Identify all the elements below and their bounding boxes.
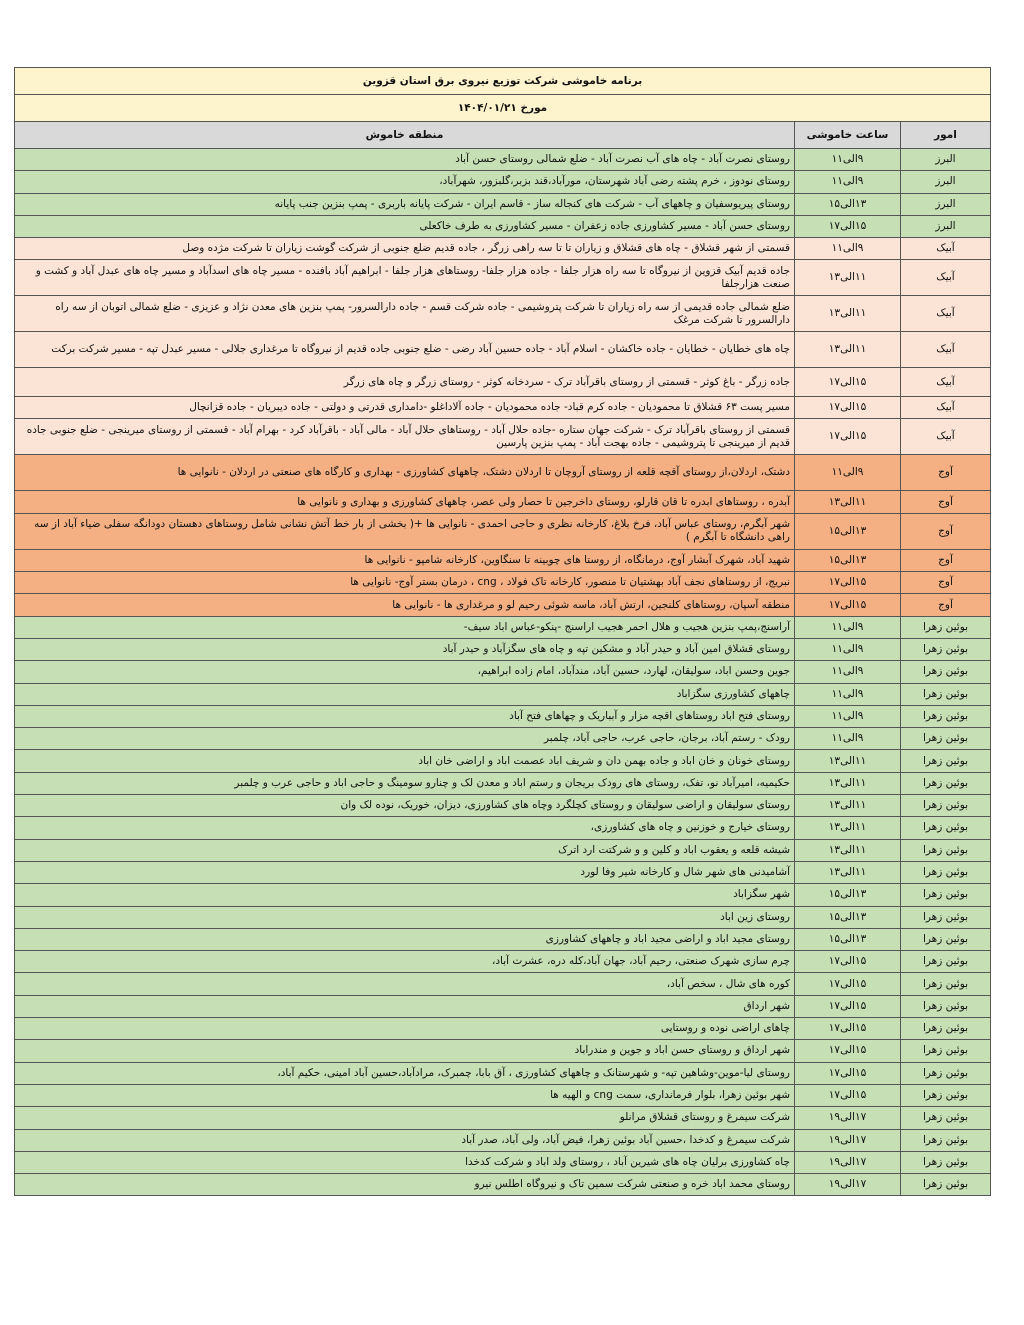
unit-cell: البرز (901, 149, 991, 171)
area-cell: روستای سولیقان و اراضی سولیقان و روستای کچلگرد وچاه های کشاورزی، دیزان، خوریک، نوده لک وان (15, 795, 795, 817)
time-cell: ۹الی۱۱ (795, 149, 901, 171)
table-row (15, 238, 991, 260)
time-cell: ۱۱الی۱۳ (795, 491, 901, 513)
area-cell: چاهای اراضی نوده و روستایی (15, 1018, 795, 1040)
table-row (15, 549, 991, 571)
time-cell: ۱۵الی۱۷ (795, 1040, 901, 1062)
unit-cell: بوئین زهرا (901, 728, 991, 750)
area-cell: شرکت سیمرغ و روستای قشلاق مرانلو (15, 1107, 795, 1129)
area-cell: روستای نودوز ، خرم پشته رضی آباد شهرستان، مورآباد،قند بزبر،گلبزور، شهرآباد، (15, 171, 795, 193)
time-cell: ۹الی۱۱ (795, 616, 901, 638)
unit-cell: بوئین زهرا (901, 1174, 991, 1196)
area-cell: آراسنج،پمپ بنزین هجیب و هلال احمر هجیب اراسنج -پنکو-عباس اباد سیف- (15, 616, 795, 638)
header-time: ساعت خاموشی (795, 122, 901, 149)
time-cell: ۱۳الی۱۵ (795, 513, 901, 549)
time-cell: ۱۱الی۱۳ (795, 772, 901, 794)
time-cell: ۱۱الی۱۳ (795, 795, 901, 817)
unit-cell: البرز (901, 215, 991, 237)
unit-cell: بوئین زهرا (901, 861, 991, 883)
time-cell: ۱۳الی۱۵ (795, 928, 901, 950)
unit-cell: آبیک (901, 296, 991, 332)
area-cell: روستای قشلاق امین آباد و حیدر آباد و مشکین تپه و چاه های سگزآباد و حیدر آباد (15, 638, 795, 660)
area-cell: آشامیدنی های شهر شال و کارخانه شیر وفا لورد (15, 861, 795, 883)
unit-cell: بوئین زهرا (901, 1151, 991, 1173)
time-cell: ۱۵الی۱۷ (795, 1084, 901, 1106)
time-cell: ۱۷الی۱۹ (795, 1174, 901, 1196)
table-row (15, 572, 991, 594)
time-cell: ۱۵الی۱۷ (795, 1018, 901, 1040)
unit-cell: آبیک (901, 238, 991, 260)
unit-cell: بوئین زهرا (901, 1129, 991, 1151)
time-cell: ۱۱الی۱۳ (795, 750, 901, 772)
blackout-schedule-table (14, 67, 991, 1196)
time-cell: ۱۱الی۱۳ (795, 296, 901, 332)
unit-cell: آوج (901, 572, 991, 594)
table-row (15, 193, 991, 215)
table-row (15, 683, 991, 705)
area-cell: شهر ارداق و روستای حسن اباد و جوین و مندراباد (15, 1040, 795, 1062)
area-cell: حکیمیه، امیرآباد نو، تفک، روستای های رودک بریجان و رستم اباد و معدن لک و چنارو سومینگ و حاجی اباد و حاجی عرب و چلمبر (15, 772, 795, 794)
table-row (15, 491, 991, 513)
unit-cell: بوئین زهرا (901, 1107, 991, 1129)
area-cell: شرکت سیمرغ و کدخدا ،حسین آباد بوئین زهرا، فیض آباد، ولی آباد، صدر آباد (15, 1129, 795, 1151)
time-cell: ۱۵الی۱۷ (795, 951, 901, 973)
time-cell: ۱۱الی۱۳ (795, 332, 901, 368)
table-row (15, 368, 991, 397)
area-cell: شهر ارداق (15, 995, 795, 1017)
area-cell: دشتک، اردلان،از روستای آقچه قلعه از روستای آروچان تا اردلان دشتک، چاههای کشاورزی - بهداری و کارگاه های صنعتی در اردلان - نانوایی ها (15, 455, 795, 491)
area-cell: جاده قدیم آبیک قزوین از نیروگاه تا سه راه هزار جلفا - جاده هزار جلفا- روستاهای هزار جلفا - ابراهیم آباد بافنده - مسیر چاه های اسدآباد و مسیر چاه های عبدل آباد و کشت و صنعت هزارجلفا (15, 260, 795, 296)
time-cell: ۱۷الی۱۹ (795, 1107, 901, 1129)
table-row (15, 1151, 991, 1173)
time-cell: ۱۱الی۱۳ (795, 839, 901, 861)
unit-cell: بوئین زهرا (901, 884, 991, 906)
time-cell: ۹الی۱۱ (795, 455, 901, 491)
table-row (15, 215, 991, 237)
table-row (15, 839, 991, 861)
unit-cell: بوئین زهرا (901, 616, 991, 638)
area-cell: شیشه قلعه و یعقوب اباد و کلین و و شرکتت ارد اترک (15, 839, 795, 861)
time-cell: ۱۵الی۱۷ (795, 1062, 901, 1084)
area-cell: روستای لیا-موین-وشاهین تپه- و شهرستانک و چاههای کشاورزی ، آق بابا، چمبرک، مرادآباد،حسین آباد امینی، حکیم آباد، (15, 1062, 795, 1084)
table-row (15, 1129, 991, 1151)
unit-cell: بوئین زهرا (901, 772, 991, 794)
table-row (15, 995, 991, 1017)
time-cell: ۹الی۱۱ (795, 238, 901, 260)
unit-cell: بوئین زهرا (901, 683, 991, 705)
unit-cell: بوئین زهرا (901, 795, 991, 817)
time-cell: ۹الی۱۱ (795, 171, 901, 193)
table-row (15, 260, 991, 296)
unit-cell: بوئین زهرا (901, 906, 991, 928)
time-cell: ۱۵الی۱۷ (795, 572, 901, 594)
time-cell: ۱۱الی۱۳ (795, 817, 901, 839)
unit-cell: آوج (901, 513, 991, 549)
table-row (15, 906, 991, 928)
area-cell: روستای محمد اباد خره و صنعتی شرکت سمین تاک و نیروگاه اطلس نیرو (15, 1174, 795, 1196)
area-cell: نبریج، از روستاهای نجف آباد بهشتیان تا منصور، کارخانه تاک فولاد ، cng ، درمان بستر آوج- نانوایی ها (15, 572, 795, 594)
unit-cell: آبیک (901, 368, 991, 397)
table-row (15, 884, 991, 906)
table-row (15, 817, 991, 839)
unit-cell: بوئین زهرا (901, 817, 991, 839)
table-row (15, 616, 991, 638)
table-row (15, 750, 991, 772)
time-cell: ۱۵الی۱۷ (795, 594, 901, 616)
time-cell: ۱۳الی۱۵ (795, 884, 901, 906)
unit-cell: آوج (901, 549, 991, 571)
unit-cell: آبیک (901, 260, 991, 296)
unit-cell: بوئین زهرا (901, 705, 991, 727)
area-cell: قسمتی از شهر قشلاق - چاه های قشلاق و زیاران تا تا سه راهی زرگر ، جاده قدیم ضلع جنوبی از شرکت گوشت زیاران تا شرکت مژده وصل (15, 238, 795, 260)
time-cell: ۱۳الی۱۵ (795, 549, 901, 571)
table-row (15, 1040, 991, 1062)
unit-cell: آبیک (901, 419, 991, 455)
time-cell: ۱۵الی۱۷ (795, 368, 901, 397)
table-row (15, 1084, 991, 1106)
time-cell: ۱۵الی۱۷ (795, 215, 901, 237)
area-cell: چاههای کشاورزی سگزاباد (15, 683, 795, 705)
time-cell: ۱۵الی۱۷ (795, 973, 901, 995)
area-cell: چاه کشاورزی برلیان چاه های شیرین آباد ، روستای ولد اباد و شرکت کدخدا (15, 1151, 795, 1173)
table-row (15, 296, 991, 332)
area-cell: مسیر پست ۶۳ قشلاق تا محمودیان - جاده کرم قباد- جاده محمودیان - جاده آلاداغلو -دامداری قدرتی و دولتی - جاده دیبریان - جاده قزانچال (15, 397, 795, 419)
table-row (15, 861, 991, 883)
unit-cell: آبیک (901, 397, 991, 419)
time-cell: ۱۷الی۱۹ (795, 1151, 901, 1173)
unit-cell: آبیک (901, 332, 991, 368)
table-body (15, 149, 991, 1196)
area-cell: روستای فتح اباد روستاهای اقچه مزار و آبباریک و چهاهای فتح آباد (15, 705, 795, 727)
area-cell: شهید آباد، شهرک آبشار آوج، درمانگاه، از روستا های چوبینه تا سنگاوین، کارخانه شامپو - نانوایی ها (15, 549, 795, 571)
area-cell: چاه های خطایان - خطایان - جاده خاکشان - اسلام آباد - جاده حسین آباد رضی - ضلع جنوبی جاده قدیم از نیروگاه تا مرغداری جلالی - مسیر عبدل تپه - مسیر شرکت برکت (15, 332, 795, 368)
unit-cell: البرز (901, 193, 991, 215)
table-row (15, 973, 991, 995)
time-cell: ۱۱الی۱۳ (795, 260, 901, 296)
area-cell: آبدره ، روستاهای ابدره تا قان قارلو، روستای داخرجین تا حصار ولی عصر، چاههای کشاورزی و بهداری و نانوایی ها (15, 491, 795, 513)
table-row (15, 638, 991, 660)
table-row (15, 772, 991, 794)
area-cell: روستای نصرت آباد - چاه های آب نصرت آباد - ضلع شمالی روستای حسن آباد (15, 149, 795, 171)
area-cell: قسمتی از روستای باقرآباد ترک - شرکت جهان ستاره -جاده حلال آباد - روستاهای حلال آباد - مالی آباد - باقرآباد کرد - بهرام آباد - قسمتی از روستای میرینجی - ضلع جنوبی جاده قدیم از میرینجی تا پتروشیمی - جاده بهجت آباد - پمپ بنزین پارسین (15, 419, 795, 455)
table-row (15, 928, 991, 950)
table-row (15, 795, 991, 817)
area-cell: روستای حسن آباد - مسیر کشاورزی جاده زعفران - مسیر کشاورزی به طرف خاکعلی (15, 215, 795, 237)
area-cell: شهر سگزاباد (15, 884, 795, 906)
area-cell: جوین وحسن اباد، سولیقان، لهارد، حسین آباد، مندآباد، امام زاده ابراهیم، (15, 661, 795, 683)
table-row (15, 661, 991, 683)
area-cell: شهر آبگرم، روستای عباس آباد، فرخ بلاغ، کارخانه نظری و حاجی احمدی - نانوایی ها +( بخشی از بار خط آتش نشانی شامل روستاهای دهستان دودانگه سفلی ضیاء آباد از سه راهی دانشگاه تا آبگرم ) (15, 513, 795, 549)
area-cell: ضلع شمالی جاده قدیمی از سه راه زیاران تا شرکت پتروشیمی - جاده شرکت قسم - جاده دارالسرور- پمپ بنزین های معدن نژاد و عزیزی - ضلع شمالی اتوبان از سه راه دارالسرور تا شرکت مرغک (15, 296, 795, 332)
area-cell: منطقه آسپان، روستاهای کلنجین، ارتش آباد، ماسه شوئی رحیم لو و مرغداری ها - نانوایی ها (15, 594, 795, 616)
time-cell: ۱۳الی۱۵ (795, 193, 901, 215)
unit-cell: بوئین زهرا (901, 661, 991, 683)
unit-cell: بوئین زهرا (901, 1040, 991, 1062)
time-cell: ۱۵الی۱۷ (795, 397, 901, 419)
header-area: منطقه خاموش (15, 122, 795, 149)
document-title: برنامه خاموشی شرکت توزیع نیروی برق استان قزوین (15, 68, 991, 95)
unit-cell: آوج (901, 491, 991, 513)
time-cell: ۹الی۱۱ (795, 638, 901, 660)
area-cell: روستای خیارج و خوزنین و چاه های کشاورزی، (15, 817, 795, 839)
time-cell: ۱۵الی۱۷ (795, 995, 901, 1017)
area-cell: رودک - رستم آباد، برجان، حاجی عرب، حاجی آباد، چلمبر (15, 728, 795, 750)
unit-cell: بوئین زهرا (901, 1084, 991, 1106)
unit-cell: بوئین زهرا (901, 951, 991, 973)
table-row (15, 419, 991, 455)
unit-cell: بوئین زهرا (901, 1062, 991, 1084)
table-row (15, 513, 991, 549)
area-cell: روستای خونان و خان اباد و جاده بهمن دان و شریف اباد عصمت اباد و اراضی خان اباد (15, 750, 795, 772)
table-row (15, 149, 991, 171)
table-row (15, 1018, 991, 1040)
time-cell: ۹الی۱۱ (795, 728, 901, 750)
area-cell: کوره های شال ، سخص آباد، (15, 973, 795, 995)
area-cell: چرم سازی شهرک صنعتی، رحیم آباد، جهان آباد،کله دره، عشرت آباد، (15, 951, 795, 973)
table-row (15, 1107, 991, 1129)
unit-cell: آوج (901, 455, 991, 491)
time-cell: ۱۳الی۱۵ (795, 906, 901, 928)
time-cell: ۹الی۱۱ (795, 683, 901, 705)
time-cell: ۱۱الی۱۳ (795, 861, 901, 883)
area-cell: روستای زین اباد (15, 906, 795, 928)
area-cell: روستای پیریوسفیان و چاههای آب - شرکت های کنجاله ساز - قاسم ایران - شرکت پایانه باربری - پمپ بنزین جنب پایانه (15, 193, 795, 215)
unit-cell: بوئین زهرا (901, 750, 991, 772)
unit-cell: بوئین زهرا (901, 1018, 991, 1040)
header-unit: امور (901, 122, 991, 149)
table-row (15, 455, 991, 491)
unit-cell: بوئین زهرا (901, 973, 991, 995)
table-row (15, 705, 991, 727)
document-date: مورخ ۱۴۰۴/۰۱/۲۱ (15, 95, 991, 122)
time-cell: ۱۵الی۱۷ (795, 419, 901, 455)
time-cell: ۱۷الی۱۹ (795, 1129, 901, 1151)
time-cell: ۹الی۱۱ (795, 705, 901, 727)
unit-cell: بوئین زهرا (901, 638, 991, 660)
unit-cell: بوئین زهرا (901, 928, 991, 950)
unit-cell: بوئین زهرا (901, 995, 991, 1017)
table-row (15, 397, 991, 419)
area-cell: جاده زرگر - باغ کوثر - قسمتی از روستای باقرآباد ترک - سردخانه کوثر - روستای زرگر و چاه های زرگر (15, 368, 795, 397)
area-cell: روستای مجید اباد و اراضی مجید اباد و چاههای کشاورزی (15, 928, 795, 950)
table-row (15, 332, 991, 368)
unit-cell: آوج (901, 594, 991, 616)
unit-cell: بوئین زهرا (901, 839, 991, 861)
table-row (15, 1174, 991, 1196)
time-cell: ۹الی۱۱ (795, 661, 901, 683)
table-row (15, 951, 991, 973)
area-cell: شهر بوئین زهرا، بلوار فرمانداری، سمت cng و الهیه ها (15, 1084, 795, 1106)
table-row (15, 594, 991, 616)
table-row (15, 1062, 991, 1084)
table-row (15, 728, 991, 750)
unit-cell: البرز (901, 171, 991, 193)
table-row (15, 171, 991, 193)
